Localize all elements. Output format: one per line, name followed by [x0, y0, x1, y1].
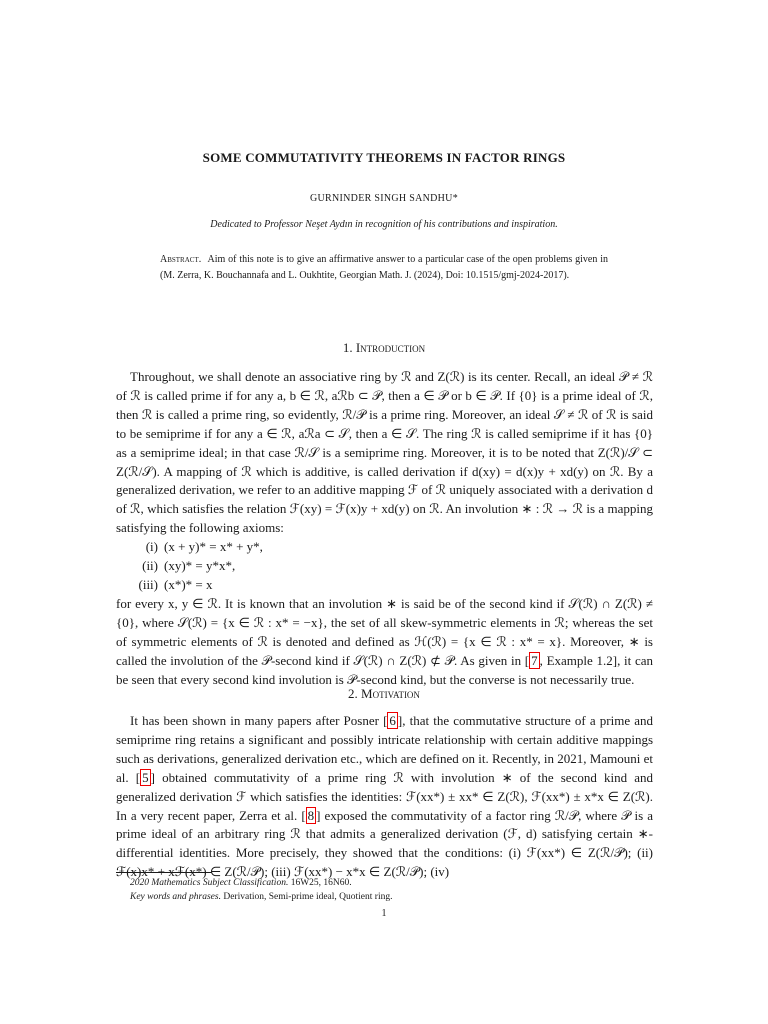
axiom-item [116, 557, 653, 576]
motivation-text: exposed the commutativity of a factor ring ℛ/𝒫, where 𝒫 is a prime ideal of an arbitrary ring ℛ that admits a generalized derivation (ℱ, d) satisfying certain ∗-differential identities. More precisely, they showed that the conditions: (i) ℱ(xx*) ∈ Z(ℛ/𝒫); (ii) ℱ(x)x* + xℱ(x*) ∈ Z(ℛ/𝒫); (iii) ℱ(xx*) − x*x ∈ Z(ℛ/𝒫); (iv) [116, 807, 653, 880]
axiom-item [116, 576, 653, 595]
author-name: GURNINDER SINGH SANDHU* [309, 193, 458, 204]
dedication: Dedicated to Professor Neşet Aydın in recognition of his contributions and inspiration. [210, 219, 558, 230]
citation-link[interactable]: 8 [307, 807, 315, 823]
section-heading-introduction: 1. Introduction [342, 340, 426, 355]
axiom-text: (x + y)* = x* + y*, [164, 539, 263, 555]
axiom-number: (ii) [142, 558, 158, 574]
abstract-label: Abstract. [160, 254, 202, 265]
motivation-paragraph: It has been shown in many papers after Posner [ 6 ], that the commutative structure of a prime and semiprime ring retains a significant and possibly intricate relationship with certain additive mappings such as derivations, generalized derivation etc., which are defined on it. Recently, in 2021, Mamouni et al. [ 5 ] obtained commutativity of a prime ring ℛ with involution ∗ of the second kind and generalized derivation ℱ which satisfies the identities: ℱ(xx*) ± xx* ∈ Z(ℛ), ℱ(xx*) ± x*x ∈ Z(ℛ). In a very recent paper, Zerra et al. [ 8 ] exposed the commutativity of a factor ring ℛ/𝒫, where 𝒫 is a prime ideal of an arbitrary ring ℛ that admits a generalized derivation (ℱ, d) satisfying certain ∗-differential identities. More precisely, they showed that the conditions: (i) ℱ(xx*) ∈ Z(ℛ/𝒫); (ii) ℱ(x)x* + xℱ(x*) ∈ Z(ℛ/𝒫); (iii) ℱ(xx*) − x*x ∈ Z(ℛ/𝒫); (iv) [116, 713, 653, 880]
page-number: 1 [381, 908, 387, 919]
citation-link[interactable]: 7 [531, 652, 538, 668]
motivation-body [116, 712, 653, 882]
citation-link[interactable]: 6 [389, 713, 396, 728]
motivation-text: obtained commutativity of a prime ring ℛ with involution ∗ of the second kind and generalized derivation ℱ which satisfies the identities: ℱ(xx*) ± xx* ∈ Z(ℛ), ℱ(xx*) ± x*x ∈ Z(ℛ). In a very recent paper, Zerra et al. [116, 769, 653, 823]
axiom-number: (i) [145, 539, 158, 555]
msc-value: 16W25, 16N60. [290, 878, 352, 888]
introduction-body [116, 368, 653, 689]
paper-title: SOME COMMUTATIVITY THEOREMS IN FACTOR RINGS [202, 150, 566, 165]
abstract-text: Aim of this note is to give an affirmative answer to a particular case of the open problems given in (M. Zerra, K. Bouchannafa and L. Oukhtite, Georgian Math. J. (2024), Doi: 10.1515/gmj-2024-2017). [160, 254, 608, 281]
intro-paragraph-2-text: for every x, y ∈ ℛ. It is known that an involution ∗ is said be of the second kind if 𝒮(ℛ) ∩ Z(ℛ) ≠ {0}, where 𝒮(ℛ) = {x ∈ ℛ : x* = −x}, the set of all skew-symmetric elements in ℛ; whereas the set of symmetric elements of ℛ is denoted and defined as ℋ(ℛ) = {x ∈ ℛ : x* = x}. Moreover, ∗ is called the involution of the 𝒫-second kind if 𝒮(ℛ) ∩ Z(ℛ) ⊄ 𝒫. As given in [116, 595, 653, 668]
intro-paragraph-1: Throughout, we shall denote an associative ring by ℛ and Z(ℛ) is its center. Recall, an ideal 𝒫 ≠ ℛ of ℛ is called prime if for any a, b ∈ ℛ, aℛb ⊂ 𝒫, then a ∈ 𝒫 or b ∈ 𝒫. If {0} is a prime ideal of ℛ, then ℛ is called a prime ring, so evidently, ℛ/𝒫 is a prime ring. Moreover, an ideal 𝒮 ≠ ℛ of ℛ is said to be semiprime if for any a ∈ ℛ, aℛa ⊂ 𝒮, then a ∈ 𝒮. The ring ℛ is called semiprime if it has {0} as a semiprime ideal; in that case ℛ/𝒮 is a semiprime ring. Moreover, it is to be noted that Z(ℛ)/𝒮 ⊂ Z(ℛ/𝒮). A mapping of ℛ which is additive, is called derivation if d(xy) = d(x)y + xd(y) on ℛ. By a generalized derivation, we refer to an additive mapping ℱ of ℛ uniquely associated with a derivation d of ℛ, which satisfies the relation ℱ(xy) = ℱ(x)y + xd(y) on ℛ. An involution ∗ : ℛ → ℛ is a mapping satisfying the following axioms: [116, 369, 653, 536]
keywords-value: Derivation, Semi-prime ideal, Quotient ring. [223, 892, 393, 902]
axiom-number: (iii) [138, 576, 158, 592]
axiom-text: (x*)* = x [164, 576, 213, 592]
intro-paragraph-2: for every x, y ∈ ℛ. It is known that an involution ∗ is said be of the second kind if 𝒮(ℛ) ∩ Z(ℛ) ≠ {0}, where 𝒮(ℛ) = {x ∈ ℛ : x* = −x}, the set of all skew-symmetric elements in ℛ; whereas the set of symmetric elements of ℛ is denoted and defined as ℋ(ℛ) = {x ∈ ℛ : x* = x}. Moreover, ∗ is called the involution of the 𝒫-second kind if 𝒮(ℛ) ∩ Z(ℛ) ⊄ 𝒫. As given in [ 7 , Example 1.2], it can be seen that every second kind involution is 𝒫-second kind, but the converse is not necessarily true. [116, 595, 653, 687]
footnote-keywords [130, 892, 650, 902]
footnote-divider [116, 872, 212, 873]
citation-link[interactable]: 5 [142, 769, 149, 785]
motivation-text: , that the commutative structure of a prime and semiprime ring retains a significant and possibly intricate relationship with certain additive mappings such as derivations, generalized derivation etc., which are defined on it. Recently, in 2021, Mamouni et al. [116, 713, 653, 785]
intro-paragraph-2-text: , Example 1.2], it can be seen that every second kind involution is 𝒫-second kind, but the converse is not necessarily true. [116, 652, 653, 687]
motivation-text: It has been shown in many papers after Posner [130, 713, 384, 728]
msc-label: 2020 Mathematics Subject Classification. [130, 878, 289, 888]
footnote-msc [130, 878, 650, 888]
axiom-item [116, 538, 653, 557]
axiom-text: (xy)* = y*x*, [164, 558, 236, 574]
involution-axioms [116, 538, 653, 595]
keywords-label: Key words and phrases. [130, 892, 221, 902]
abstract [160, 252, 608, 284]
section-heading-motivation: 2. Motivation [348, 686, 420, 701]
